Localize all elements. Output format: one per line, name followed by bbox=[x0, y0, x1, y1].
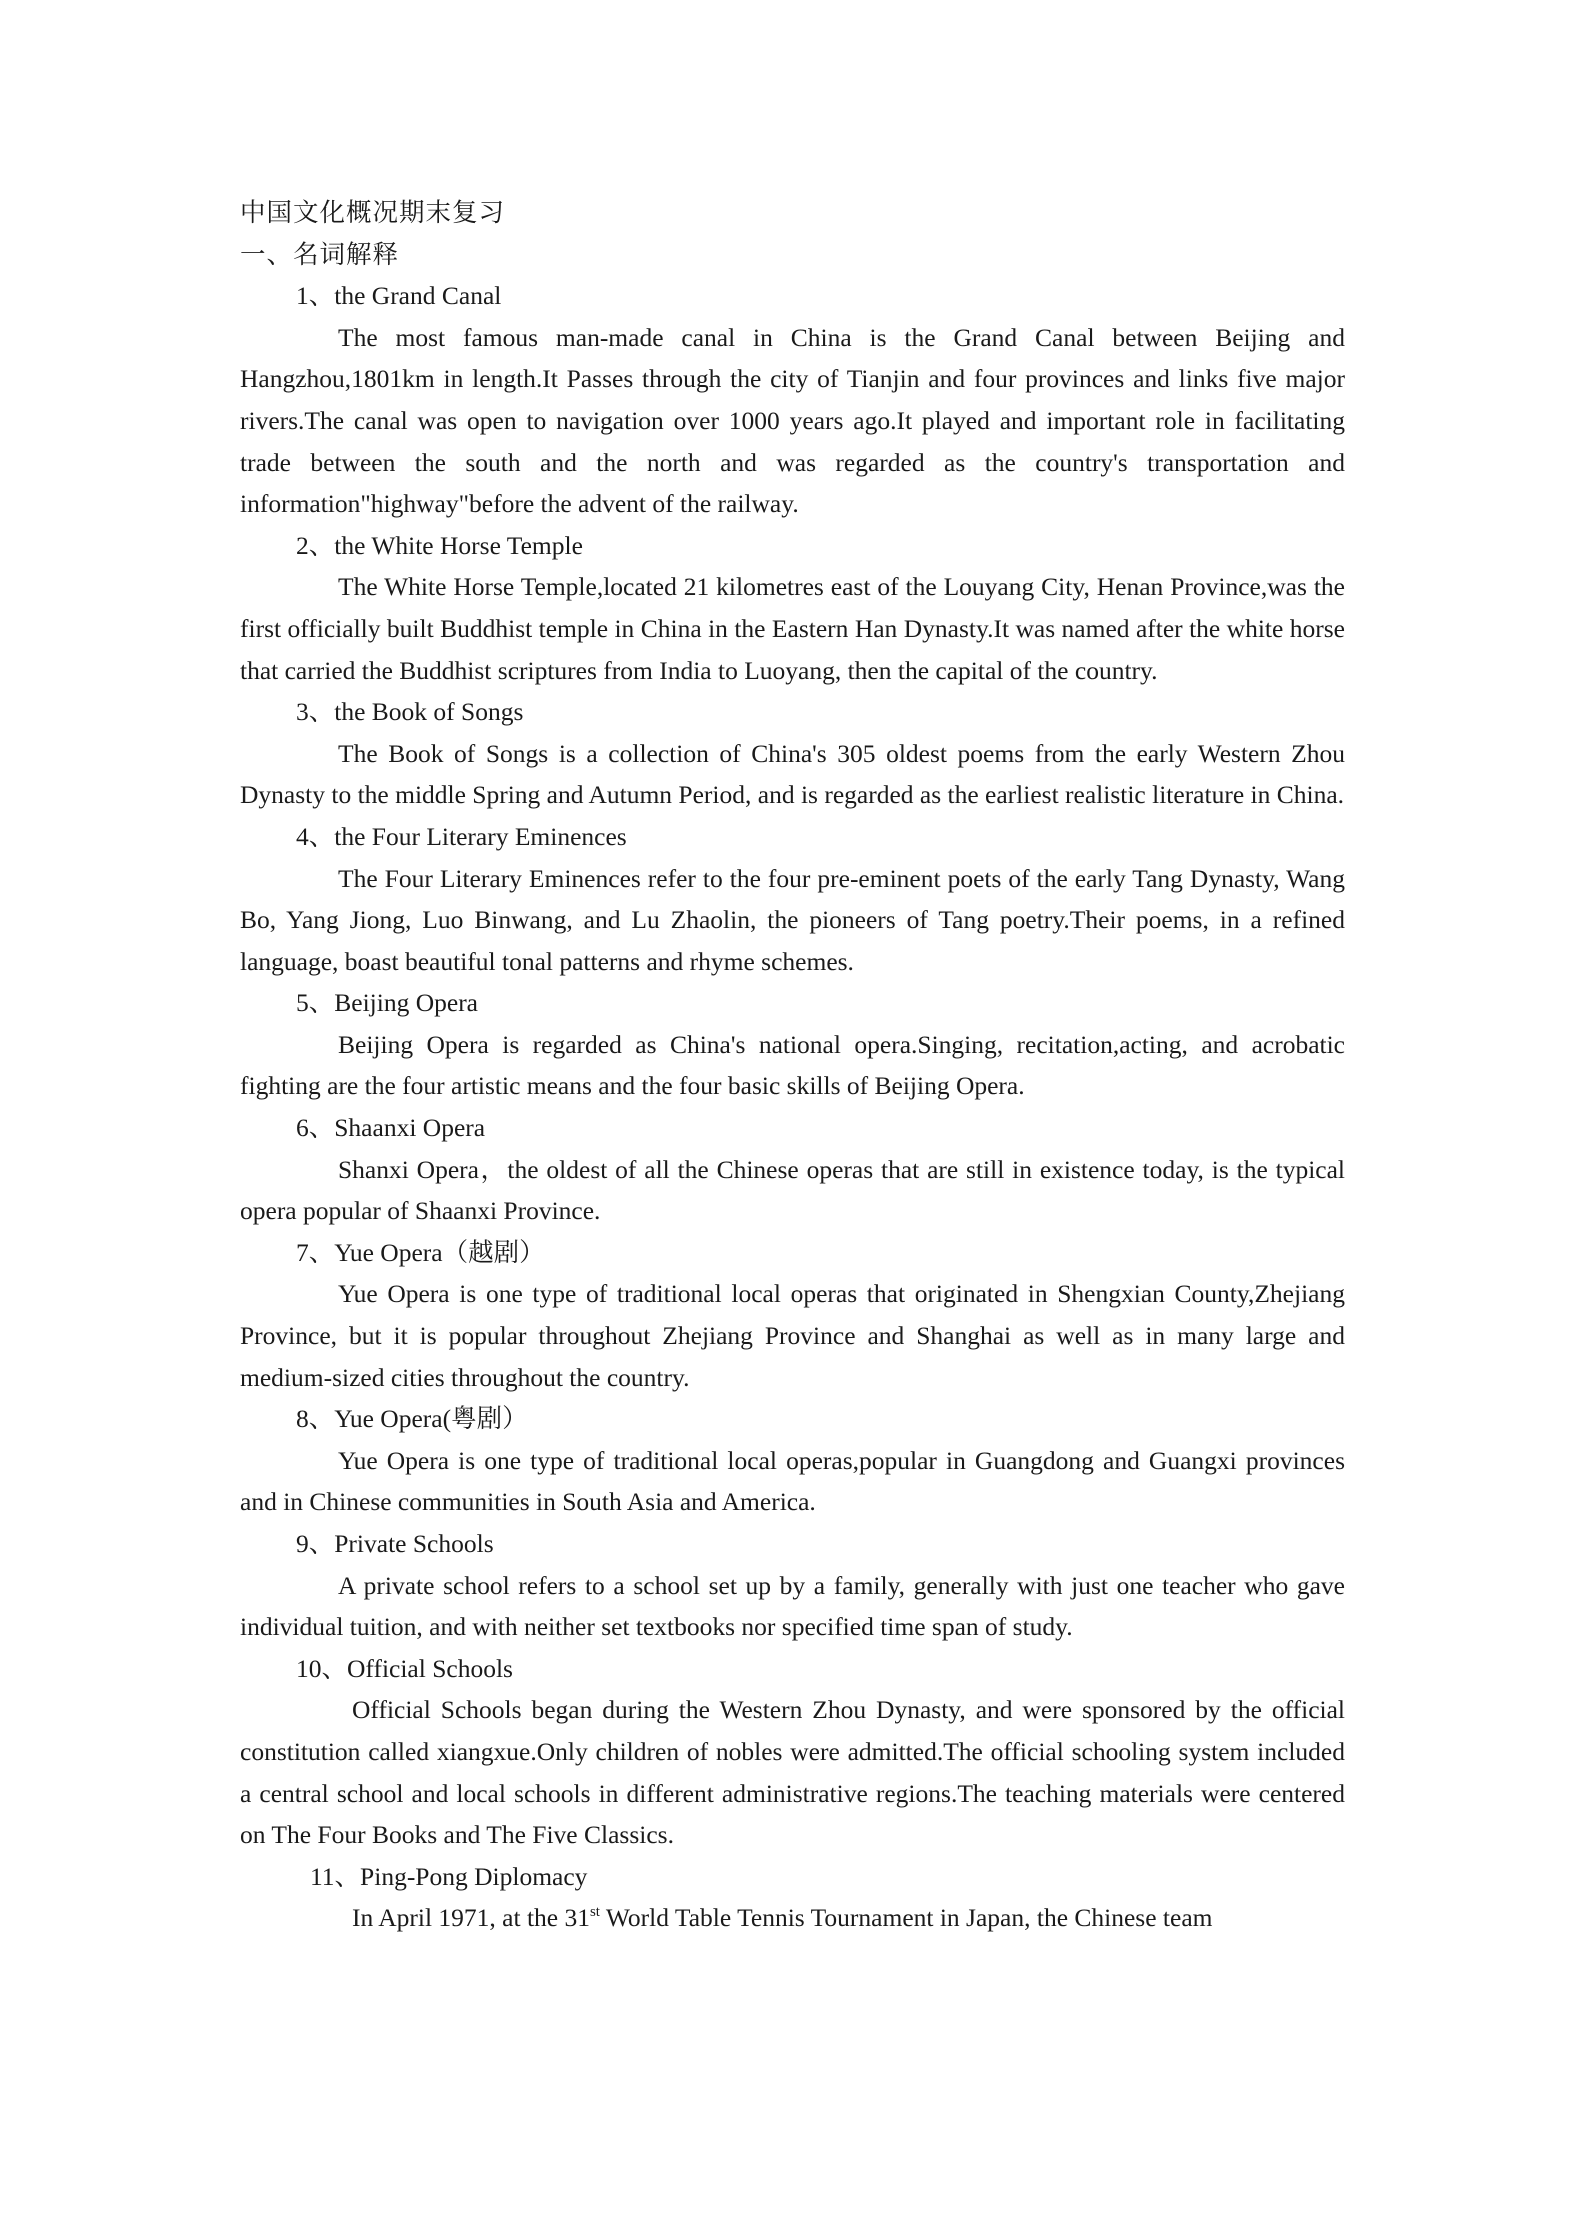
ordinal-suffix: st bbox=[589, 1904, 600, 1921]
entry-heading: 2、the White Horse Temple bbox=[296, 530, 583, 560]
entry-heading: 3、the Book of Songs bbox=[296, 697, 524, 727]
entry-heading: 5、Beijing Opera bbox=[296, 988, 478, 1018]
entry-body: The White Horse Temple,located 21 kilometres east of the Louyang City, Henan Province,was the first officially built Buddhist temple in China in the Eastern Han Dynasty.It was named after the white horse that carried the Buddhist scriptures from India to Luoyang, then the capital of the country. bbox=[240, 572, 1345, 685]
entry-heading: 8、Yue Opera(粤剧） bbox=[296, 1404, 528, 1434]
entry-heading: 10、Official Schools bbox=[296, 1653, 513, 1683]
entry-body: Shanxi Opera，the oldest of all the Chinese operas that are still in existence today, is the typical opera popular of Shaanxi Province. bbox=[240, 1154, 1345, 1226]
entry-body bbox=[240, 1897, 1345, 1939]
entry-heading: 7、Yue Opera（越剧） bbox=[296, 1237, 545, 1267]
entry-heading: 4、the Four Literary Eminences bbox=[296, 821, 627, 851]
entry-body: Yue Opera is one type of traditional local operas,popular in Guangdong and Guangxi provinces and in Chinese communities in South Asia and America. bbox=[240, 1445, 1345, 1517]
section-title: 一、名词解释 bbox=[240, 239, 400, 269]
document-title: 中国文化概况期末复习 bbox=[240, 198, 506, 227]
entry-body: Official Schools began during the Western Zhou Dynasty, and were sponsored by the official constitution called xiangxue.Only children of nobles were admitted.The official schooling system included a central school and local schools in different administrative regions.The teaching materials were centered on The Four Books and The Five Classics. bbox=[240, 1695, 1345, 1850]
entry-heading: 9、Private Schools bbox=[296, 1529, 494, 1558]
entry-body-text: World Table Tennis Tournament in Japan, the Chinese team bbox=[599, 1903, 1213, 1933]
entry-body-text: In April 1971, at the 31 bbox=[352, 1903, 590, 1933]
entry-heading: 6、Shaanxi Opera bbox=[296, 1113, 486, 1143]
document-page bbox=[240, 192, 1345, 1939]
entry-body: The Book of Songs is a collection of China's 305 oldest poems from the early Western Zhou Dynasty to the middle Spring and Autumn Period, and is regarded as the earliest realistic literature in China. bbox=[240, 738, 1345, 810]
entry-heading: 11、Ping-Pong Diplomacy bbox=[310, 1861, 588, 1891]
entry-body: The Four Literary Eminences refer to the four pre-eminent poets of the early Tang Dynasty, Wang Bo, Yang Jiong, Luo Binwang, and Lu Zhaolin, the pioneers of Tang poetry.Their poems, in a refined language, boast beautiful tonal patterns and rhyme schemes. bbox=[240, 863, 1345, 976]
entry-body: The most famous man-made canal in China is the Grand Canal between Beijing and Hangzhou,1801km in length.It Passes through the city of Tianjin and four provinces and links five major rivers.The canal was open to navigation over 1000 years ago.It played and important role in facilitating trade between the south and the north and was regarded as the country's transportation and information"highway"before the advent of the railway. bbox=[240, 322, 1345, 519]
entry-body: Yue Opera is one type of traditional local operas that originated in Shengxian County,Zhejiang Province, but it is popular throughout Zhejiang Province and Shanghai as well as in many large and medium-sized cities throughout the country. bbox=[240, 1279, 1345, 1392]
entry-heading: 1、the Grand Canal bbox=[296, 281, 502, 311]
entry-body: A private school refers to a school set up by a family, generally with just one teacher who gave individual tuition, and with neither set textbooks nor specified time span of study. bbox=[240, 1570, 1345, 1642]
entry-body: Beijing Opera is regarded as China's national opera.Singing, recitation,acting, and acrobatic fighting are the four artistic means and the four basic skills of Beijing Opera. bbox=[240, 1029, 1345, 1101]
